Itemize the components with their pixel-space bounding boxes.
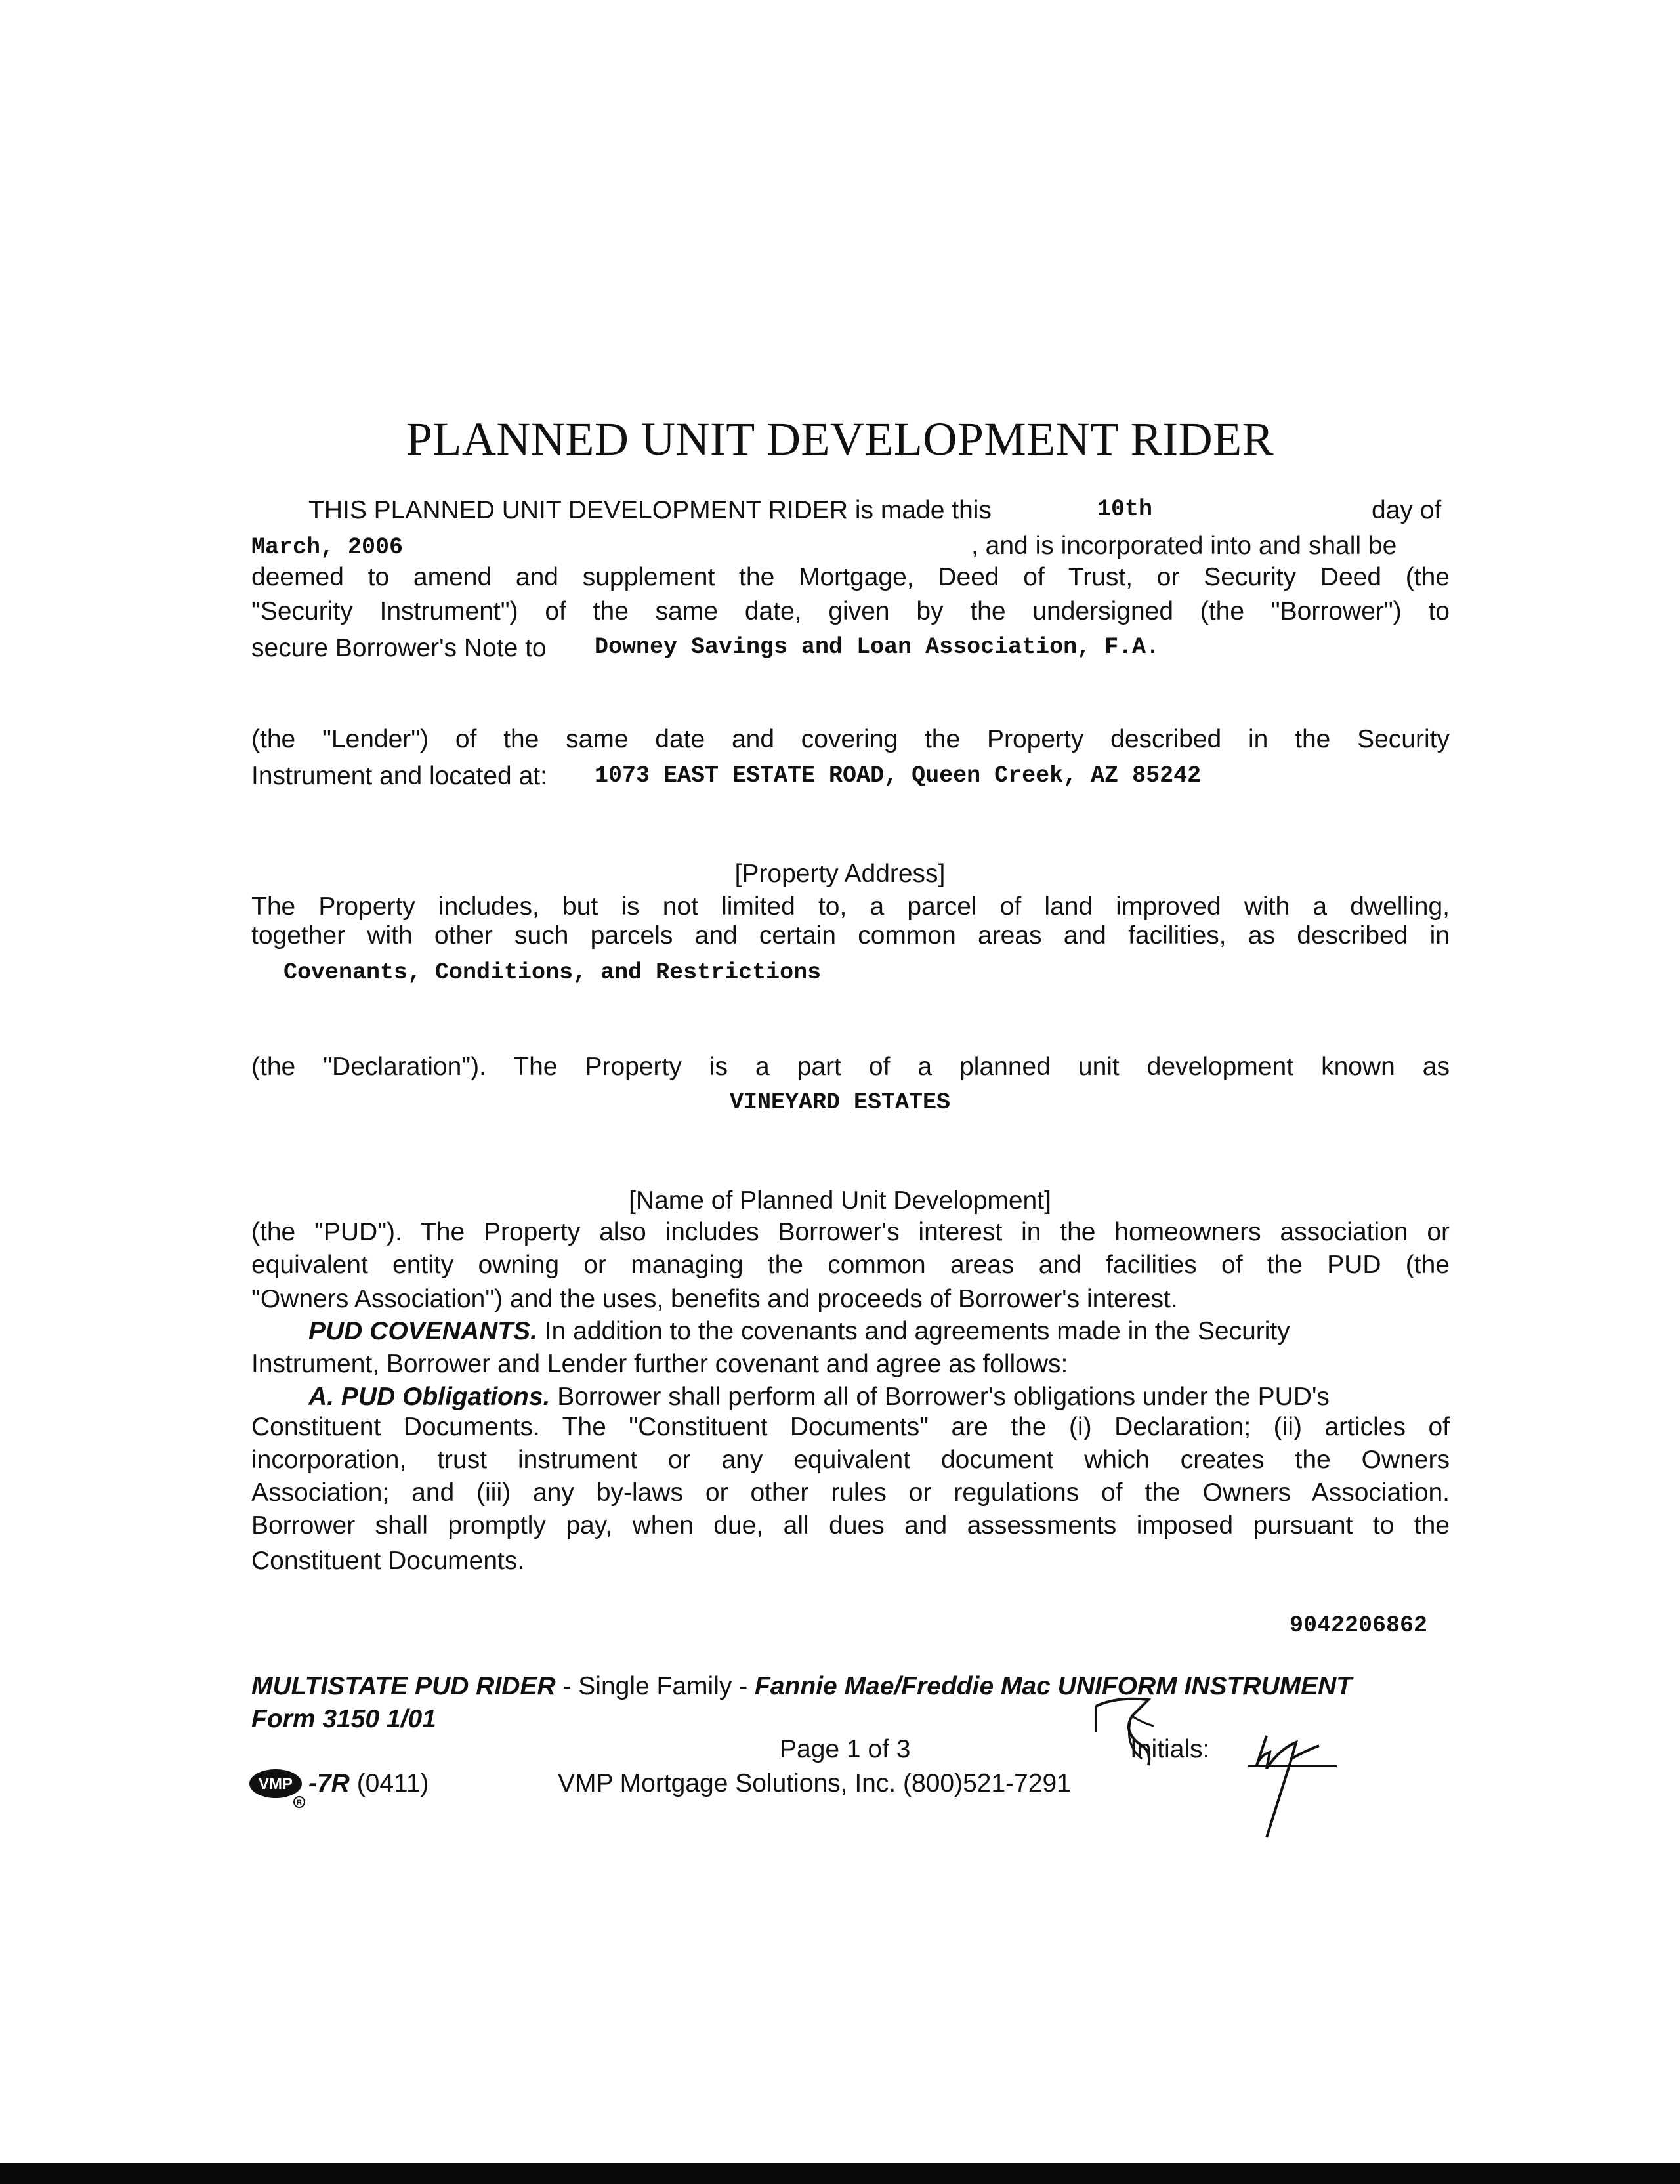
loan-number: 9042206862 (1289, 1612, 1427, 1639)
lender-value: Downey Savings and Loan Association, F.A. (595, 634, 1160, 660)
vmp-logo-text: VMP (258, 1775, 293, 1793)
declaration-value: Covenants, Conditions, and Restrictions (284, 959, 822, 986)
intro-line-7: Instrument and located at: (251, 762, 547, 790)
form-title-part-1: MULTISTATE PUD RIDER (251, 1672, 556, 1700)
form-number: Form 3150 1/01 (251, 1705, 436, 1733)
scan-border (0, 2163, 1680, 2184)
intro-line-3: deemed to amend and supplement the Mortgage, Deed of Trust, or Security Deed (the (251, 563, 1450, 591)
obligations-line-1 (308, 1380, 1330, 1414)
pud-name-caption: [Name of Planned Unit Development] (629, 1186, 1051, 1215)
form-title-part-2: - Single Family - (555, 1672, 755, 1700)
property-line-1: The Property includes, but is not limited to, a parcel of land improved with a dwelling, (251, 892, 1450, 921)
property-line-6: "Owners Association") and the uses, benefits and proceeds of Borrower's interest. (251, 1285, 1178, 1313)
obligations-heading: A. PUD Obligations. (308, 1383, 551, 1411)
page-number: Page 1 of 3 (780, 1735, 911, 1763)
obligations-line-6: Constituent Documents. (251, 1547, 525, 1575)
property-address-caption: [Property Address] (734, 860, 946, 888)
property-line-4: (the "PUD"). The Property also includes Borrower's interest in the homeowners association or (251, 1218, 1450, 1246)
covenants-line-1 (308, 1314, 1290, 1349)
vmp-revision: (0411) (356, 1769, 429, 1797)
obligations-line-3: incorporation, trust instrument or any equivalent document which creates the Owners (251, 1446, 1450, 1474)
obligations-line-2: Constituent Documents. The "Constituent Documents" are the (i) Declaration; (ii) articles of (251, 1413, 1450, 1441)
intro-line-6: (the "Lender") of the same date and covering the Property described in the Security (251, 725, 1450, 753)
intro-line-4: "Security Instrument") of the same date, given by the undersigned (the "Borrower") to (251, 597, 1450, 625)
obligations-line-4: Association; and (iii) any by-laws or other rules or regulations of the Owners Association. (251, 1479, 1450, 1507)
covenants-line-2: Instrument, Borrower and Lender further covenant and agree as follows: (251, 1350, 1068, 1378)
obligations-line-5: Borrower shall promptly pay, when due, all dues and assessments imposed pursuant to the (251, 1511, 1450, 1540)
obligations-line-1-text: Borrower shall perform all of Borrower's obligations under the PUD's (557, 1383, 1330, 1411)
document-title: PLANNED UNIT DEVELOPMENT RIDER (406, 413, 1274, 465)
vmp-logo-icon (248, 1767, 311, 1809)
day-of-label: day of (1372, 496, 1442, 524)
vmp-form-code (308, 1767, 429, 1801)
property-address-value: 1073 EAST ESTATE ROAD, Queen Creek, AZ 85242 (595, 763, 1202, 789)
covenants-heading: PUD COVENANTS. (308, 1317, 537, 1345)
form-title-part-3: Fannie Mae/Freddie Mac UNIFORM INSTRUMENT (755, 1672, 1353, 1700)
property-line-3: (the "Declaration"). The Property is a part of a planned unit development known as (251, 1053, 1450, 1081)
date-value: March, 2006 (251, 534, 404, 560)
vmp-code: -7R (308, 1769, 350, 1797)
intro-lead: THIS PLANNED UNIT DEVELOPMENT RIDER is made this (308, 496, 992, 524)
pud-name-value: VINEYARD ESTATES (729, 1089, 951, 1116)
initials-signature-icon (1070, 1660, 1345, 1844)
svg-text:R: R (297, 1799, 302, 1807)
intro-line-5: secure Borrower's Note to (251, 634, 547, 662)
property-line-2: together with other such parcels and certain common areas and facilities, as described in (251, 921, 1450, 950)
covenants-line-1-text: In addition to the covenants and agreements made in the Security (544, 1317, 1290, 1345)
day-value: 10th (1097, 496, 1153, 522)
property-line-5: equivalent entity owning or managing the common areas and facilities of the PUD (the (251, 1251, 1450, 1279)
intro-incorporated: , and is incorporated into and shall be (971, 532, 1397, 560)
initials-label: Initials: (1130, 1735, 1210, 1763)
vmp-company: VMP Mortgage Solutions, Inc. (800)521-7291 (558, 1769, 1071, 1797)
